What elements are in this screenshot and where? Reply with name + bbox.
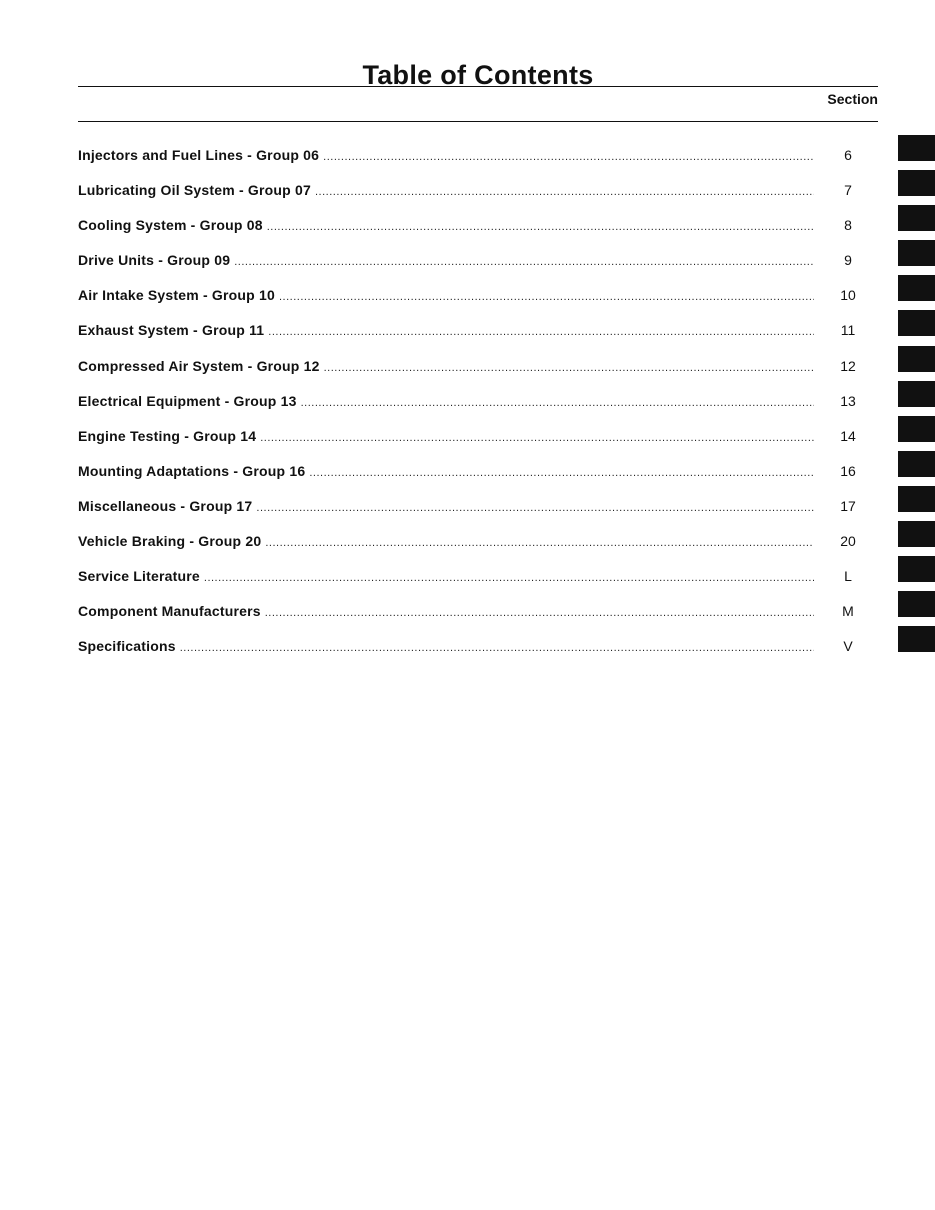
toc-entry-label[interactable]: Service Literature <box>78 568 200 585</box>
toc-entry-label[interactable]: Mounting Adaptations - Group 16 <box>78 462 306 479</box>
dot-leader <box>315 182 814 202</box>
toc-entry-label[interactable]: Injectors and Fuel Lines - Group 06 <box>78 147 320 163</box>
thumb-tab[interactable] <box>898 170 935 196</box>
toc-entry-label[interactable]: Cooling System - Group 08 <box>78 217 263 234</box>
toc-row-group-08[interactable] <box>78 215 878 250</box>
toc-row-group-09[interactable] <box>78 250 878 285</box>
toc-section-number[interactable]: L <box>844 568 852 585</box>
thumb-tab[interactable] <box>898 451 935 477</box>
thumb-tab[interactable] <box>898 310 935 336</box>
thumb-tab[interactable] <box>898 486 935 512</box>
toc-section-number[interactable]: 7 <box>844 182 852 199</box>
dot-leader <box>279 287 814 307</box>
toc-entry-label[interactable]: Component Manufacturers <box>78 603 261 620</box>
toc-entry-label[interactable]: Compressed Air System - Group 12 <box>78 357 320 374</box>
toc-section-number[interactable]: 11 <box>840 322 856 339</box>
toc-row-group-20[interactable] <box>78 531 878 566</box>
dot-leader <box>309 463 814 483</box>
toc-row-group-11[interactable] <box>78 320 878 355</box>
toc-section-number[interactable]: 16 <box>840 462 856 479</box>
toc-section-number[interactable]: V <box>843 638 853 655</box>
toc-entry-label[interactable]: Miscellaneous - Group 17 <box>78 497 253 514</box>
thumb-tab[interactable] <box>898 381 935 407</box>
thumb-tab[interactable] <box>898 205 935 231</box>
thumb-tab[interactable] <box>898 556 935 582</box>
thumb-tab[interactable] <box>898 135 935 161</box>
toc-entry-label[interactable]: Drive Units - Group 09 <box>78 252 231 269</box>
page-title: Table of Contents <box>362 60 594 91</box>
toc-section-number[interactable]: 6 <box>844 147 852 163</box>
toc-section-number[interactable]: 9 <box>844 252 852 269</box>
toc-row-component-manufacturers[interactable] <box>78 601 878 636</box>
dot-leader <box>323 147 814 167</box>
header-rule-bottom <box>78 121 878 122</box>
toc-row-group-14[interactable] <box>78 426 878 461</box>
toc-section-number[interactable]: 20 <box>840 533 856 550</box>
toc-entry-label[interactable]: Air Intake System - Group 10 <box>78 287 275 304</box>
toc-entry-label[interactable]: Exhaust System - Group 11 <box>78 322 265 339</box>
toc-list <box>78 145 878 671</box>
toc-row-group-12[interactable] <box>78 356 878 391</box>
section-column-header: Section <box>827 91 878 107</box>
dot-leader <box>234 252 814 272</box>
thumb-tab[interactable] <box>898 416 935 442</box>
dot-leader <box>204 568 814 588</box>
toc-row-specifications[interactable] <box>78 636 878 671</box>
thumb-tab[interactable] <box>898 346 935 372</box>
thumb-tab[interactable] <box>898 521 935 547</box>
dot-leader <box>260 428 814 448</box>
header-rule-top <box>78 86 878 87</box>
toc-row-group-17[interactable] <box>78 496 878 531</box>
toc-section-number[interactable]: 14 <box>840 427 856 444</box>
toc-entry-label[interactable]: Electrical Equipment - Group 13 <box>78 392 297 409</box>
dot-leader <box>180 638 814 658</box>
toc-entry-label[interactable]: Specifications <box>78 638 176 655</box>
toc-row-service-literature[interactable] <box>78 566 878 601</box>
dot-leader <box>301 393 814 413</box>
thumb-tab[interactable] <box>898 240 935 266</box>
thumb-tab[interactable] <box>898 626 935 652</box>
toc-row-group-10[interactable] <box>78 285 878 320</box>
thumb-tab[interactable] <box>898 275 935 301</box>
toc-section-number[interactable]: 10 <box>840 287 856 304</box>
toc-entry-label[interactable]: Lubricating Oil System - Group 07 <box>78 182 311 199</box>
toc-section-number[interactable]: 17 <box>840 497 856 514</box>
toc-section-number[interactable]: 13 <box>840 392 856 409</box>
toc-section-number[interactable]: 12 <box>840 357 856 374</box>
toc-row-group-16[interactable] <box>78 461 878 496</box>
toc-row-group-06[interactable] <box>78 145 878 180</box>
toc-section-number[interactable]: 8 <box>844 217 852 234</box>
dot-leader <box>268 322 814 342</box>
toc-row-group-13[interactable] <box>78 391 878 426</box>
toc-section-number[interactable]: M <box>842 603 854 620</box>
dot-leader <box>324 358 814 378</box>
toc-row-group-07[interactable] <box>78 180 878 215</box>
toc-entry-label[interactable]: Engine Testing - Group 14 <box>78 427 257 444</box>
section-thumb-tabs <box>898 135 935 661</box>
dot-leader <box>265 533 814 553</box>
toc-entry-label[interactable]: Vehicle Braking - Group 20 <box>78 533 262 550</box>
dot-leader <box>267 217 814 237</box>
dot-leader <box>256 498 814 518</box>
dot-leader <box>265 603 814 623</box>
thumb-tab[interactable] <box>898 591 935 617</box>
